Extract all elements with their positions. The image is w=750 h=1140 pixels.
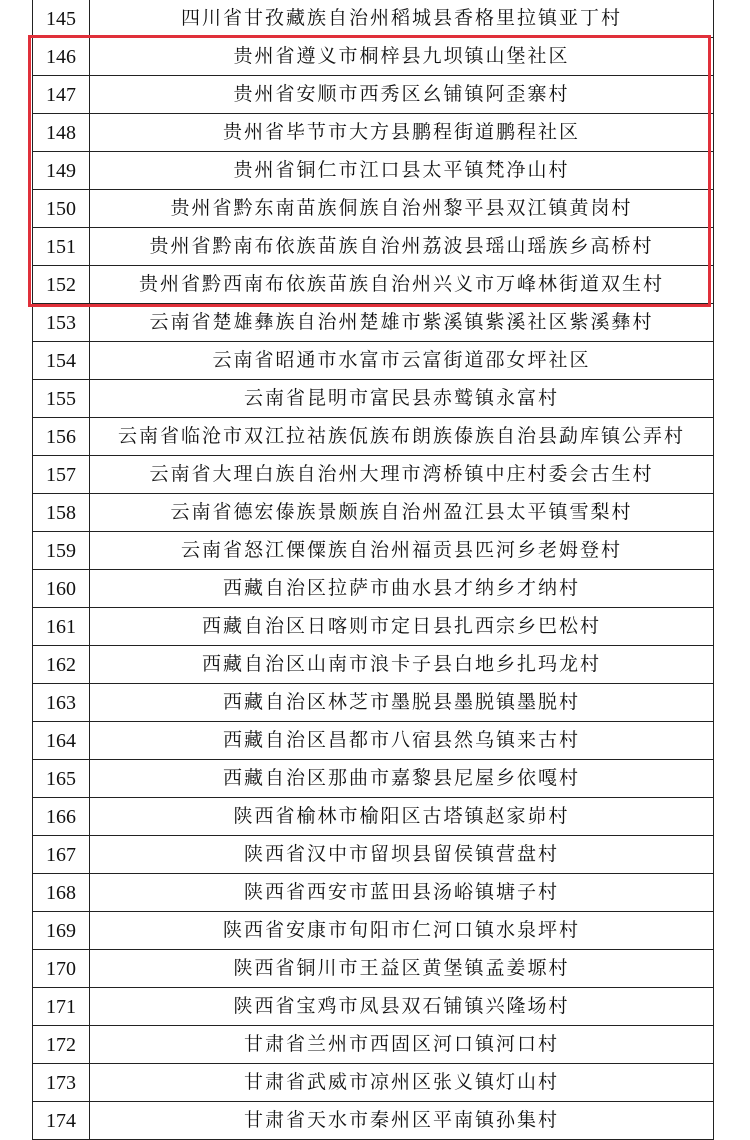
village-name-cell: 贵州省黔南布依族苗族自治州荔波县瑶山瑶族乡高桥村 — [90, 228, 714, 266]
row-number-cell: 154 — [33, 342, 90, 380]
row-number-cell: 173 — [33, 1064, 90, 1102]
village-name-cell: 西藏自治区拉萨市曲水县才纳乡才纳村 — [90, 570, 714, 608]
table-row — [33, 798, 714, 836]
village-name-cell: 四川省甘孜藏族自治州稻城县香格里拉镇亚丁村 — [90, 0, 714, 38]
table-row — [33, 1102, 714, 1140]
row-number-cell: 158 — [33, 494, 90, 532]
table-row — [33, 912, 714, 950]
row-number-cell: 147 — [33, 76, 90, 114]
table-row — [33, 228, 714, 266]
table-row — [33, 266, 714, 304]
row-number-cell: 174 — [33, 1102, 90, 1140]
village-name-cell: 甘肃省天水市秦州区平南镇孙集村 — [90, 1102, 714, 1140]
row-number-cell: 156 — [33, 418, 90, 456]
village-name-cell: 云南省昆明市富民县赤鹫镇永富村 — [90, 380, 714, 418]
row-number-cell: 159 — [33, 532, 90, 570]
row-number-cell: 152 — [33, 266, 90, 304]
row-number-cell: 155 — [33, 380, 90, 418]
row-number-cell: 149 — [33, 152, 90, 190]
village-name-cell: 西藏自治区林芝市墨脱县墨脱镇墨脱村 — [90, 684, 714, 722]
table-row — [33, 836, 714, 874]
table-row — [33, 418, 714, 456]
row-number-cell: 171 — [33, 988, 90, 1026]
table-row — [33, 1064, 714, 1102]
table-row — [33, 114, 714, 152]
table-row — [33, 76, 714, 114]
table-row — [33, 722, 714, 760]
table-row — [33, 190, 714, 228]
row-number-cell: 169 — [33, 912, 90, 950]
table-row — [33, 950, 714, 988]
row-number-cell: 170 — [33, 950, 90, 988]
village-list-table — [32, 0, 714, 1140]
village-name-cell: 贵州省安顺市西秀区幺铺镇阿歪寨村 — [90, 76, 714, 114]
table-row — [33, 570, 714, 608]
row-number-cell: 153 — [33, 304, 90, 342]
table-row — [33, 1026, 714, 1064]
table-row — [33, 38, 714, 76]
village-name-cell: 西藏自治区日喀则市定日县扎西宗乡巴松村 — [90, 608, 714, 646]
village-name-cell: 陕西省铜川市王益区黄堡镇孟姜塬村 — [90, 950, 714, 988]
row-number-cell: 166 — [33, 798, 90, 836]
table-row — [33, 342, 714, 380]
table-row — [33, 684, 714, 722]
row-number-cell: 150 — [33, 190, 90, 228]
row-number-cell: 160 — [33, 570, 90, 608]
row-number-cell: 145 — [33, 0, 90, 38]
table-row — [33, 988, 714, 1026]
village-name-cell: 西藏自治区山南市浪卡子县白地乡扎玛龙村 — [90, 646, 714, 684]
row-number-cell: 157 — [33, 456, 90, 494]
row-number-cell: 148 — [33, 114, 90, 152]
table-body — [33, 0, 714, 1140]
table-row — [33, 494, 714, 532]
village-name-cell: 云南省昭通市水富市云富街道邵女坪社区 — [90, 342, 714, 380]
village-name-cell: 陕西省西安市蓝田县汤峪镇塘子村 — [90, 874, 714, 912]
village-name-cell: 陕西省榆林市榆阳区古塔镇赵家峁村 — [90, 798, 714, 836]
village-name-cell: 贵州省遵义市桐梓县九坝镇山堡社区 — [90, 38, 714, 76]
row-number-cell: 165 — [33, 760, 90, 798]
table-row — [33, 304, 714, 342]
village-name-cell: 甘肃省武威市凉州区张义镇灯山村 — [90, 1064, 714, 1102]
row-number-cell: 167 — [33, 836, 90, 874]
row-number-cell: 162 — [33, 646, 90, 684]
village-name-cell: 云南省大理白族自治州大理市湾桥镇中庄村委会古生村 — [90, 456, 714, 494]
table-row — [33, 456, 714, 494]
village-name-cell: 贵州省铜仁市江口县太平镇梵净山村 — [90, 152, 714, 190]
row-number-cell: 151 — [33, 228, 90, 266]
village-name-cell: 云南省德宏傣族景颇族自治州盈江县太平镇雪梨村 — [90, 494, 714, 532]
row-number-cell: 164 — [33, 722, 90, 760]
village-name-cell: 云南省楚雄彝族自治州楚雄市紫溪镇紫溪社区紫溪彝村 — [90, 304, 714, 342]
village-name-cell: 西藏自治区那曲市嘉黎县尼屋乡依嘎村 — [90, 760, 714, 798]
row-number-cell: 172 — [33, 1026, 90, 1064]
row-number-cell: 163 — [33, 684, 90, 722]
table-row — [33, 0, 714, 38]
village-list-table-container — [32, 0, 713, 1140]
village-name-cell: 陕西省宝鸡市凤县双石铺镇兴隆场村 — [90, 988, 714, 1026]
table-row — [33, 874, 714, 912]
table-row — [33, 532, 714, 570]
village-name-cell: 云南省临沧市双江拉祜族佤族布朗族傣族自治县勐库镇公弄村 — [90, 418, 714, 456]
village-name-cell: 贵州省毕节市大方县鹏程街道鹏程社区 — [90, 114, 714, 152]
village-name-cell: 甘肃省兰州市西固区河口镇河口村 — [90, 1026, 714, 1064]
row-number-cell: 168 — [33, 874, 90, 912]
table-row — [33, 152, 714, 190]
row-number-cell: 161 — [33, 608, 90, 646]
row-number-cell: 146 — [33, 38, 90, 76]
village-name-cell: 西藏自治区昌都市八宿县然乌镇来古村 — [90, 722, 714, 760]
table-row — [33, 380, 714, 418]
village-name-cell: 贵州省黔西南布依族苗族自治州兴义市万峰林街道双生村 — [90, 266, 714, 304]
village-name-cell: 陕西省安康市旬阳市仁河口镇水泉坪村 — [90, 912, 714, 950]
village-name-cell: 贵州省黔东南苗族侗族自治州黎平县双江镇黄岗村 — [90, 190, 714, 228]
village-name-cell: 云南省怒江傈僳族自治州福贡县匹河乡老姆登村 — [90, 532, 714, 570]
village-name-cell: 陕西省汉中市留坝县留侯镇营盘村 — [90, 836, 714, 874]
table-row — [33, 646, 714, 684]
table-row — [33, 608, 714, 646]
table-row — [33, 760, 714, 798]
